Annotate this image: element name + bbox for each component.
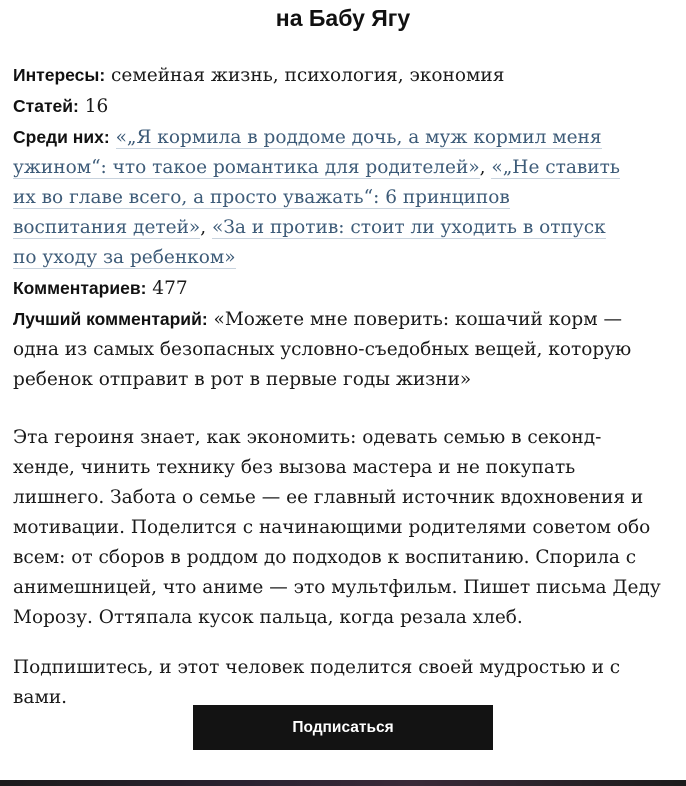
article-link-romance[interactable]: «„Я кормила в роддоме дочь, а муж кормил меня ужином“: что такое романтика для родителей» [13,127,602,178]
best-comment-row [13,304,663,395]
page-title: на Бабу Ягу [275,5,411,31]
among-label: Среди них: [13,127,110,147]
articles-row [13,91,663,122]
comments-row [13,273,663,304]
comments-count: 477 [152,278,188,299]
best-comment-text: «Можете мне поверить: кошачий корм — одна из самых безопасных условно-съедобных вещей, которую ребенок отправит в рот в первые годы жизни» [13,309,632,390]
article-link-parental-leave[interactable]: «За и против: стоит ли уходить в отпуск по уходу за ребенком» [13,217,606,268]
profile-content [13,60,663,713]
bottom-image-edge [0,780,686,786]
interests-row [13,60,663,91]
among-articles-row: Среди них: «„Я кормила в роддоме дочь, а муж кормил меня ужином“: что такое романтика для родителей», «„Не ставить их во главе всего, а просто уважать“: 6 принципов воспитания детей», «За и против: стоит ли уходить в отпуск по уходу за ребенком» [13,127,620,268]
subscribe-button[interactable]: Подписаться [193,705,493,750]
articles-label: Статей: [13,96,79,116]
interests-value: семейная жизнь, психология, экономия [111,65,505,86]
articles-count: 16 [84,96,109,117]
article-link-parenting-principles[interactable]: «„Не ставить их во главе всего, а просто уважать“: 6 принципов воспитания детей» [13,157,620,238]
comments-label: Комментариев: [13,278,147,298]
bio-paragraph: Эта героиня знает, как экономить: одевать семью в секонд-хенде, чинить технику без вызова мастера и не покупать лишнего. Забота о семье — ее главный источник вдохновения и мотивации. Поделится с начинающими родителями советом обо всем: от сборов в роддом до подходов к воспитанию. Спорила с анимешницей, что аниме — это мультфильм. Пишет письма Деду Морозу. Оттяпала кусок пальца, когда резала хлеб. [13,427,661,628]
subscribe-prompt: Подпишитесь, и этот человек поделится своей мудростью и с вами. [13,657,621,708]
best-comment-label: Лучший комментарий: [13,309,208,329]
interests-label: Интересы: [13,65,106,85]
